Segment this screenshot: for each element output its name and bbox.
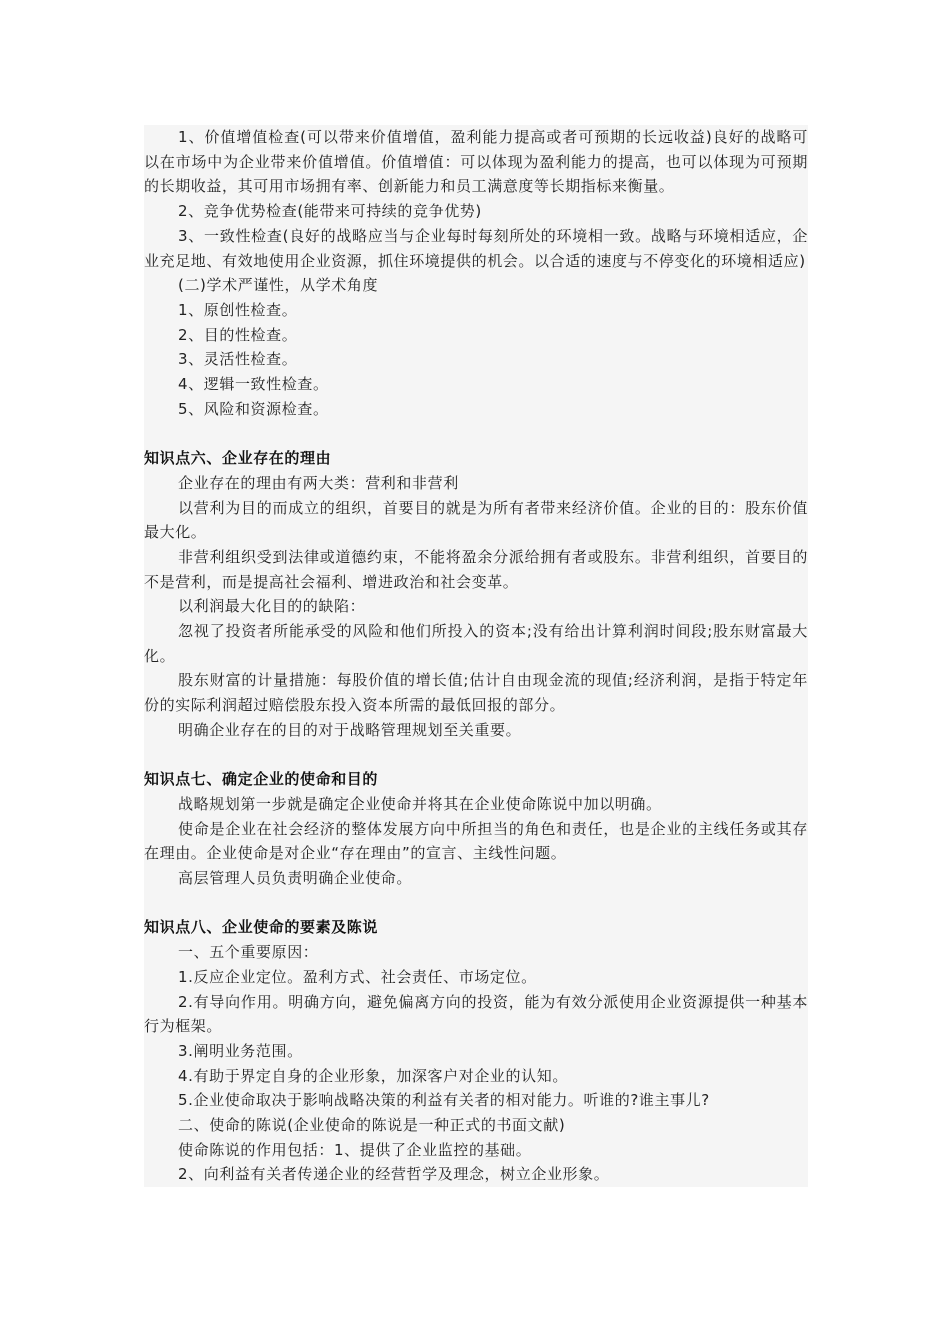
section-heading-7: 知识点七、确定企业的使命和目的: [144, 770, 379, 789]
paragraph: 二、使命的陈说(企业使命的陈说是一种正式的书面文献): [178, 1116, 566, 1135]
paragraph: 以营利为目的而成立的组织，首要目的就是为所有者带来经济价值。企业的目的：股东价值最大化。: [144, 498, 808, 542]
spacer: [144, 891, 808, 916]
paragraph: 2.有导向作用。明确方向，避免偏离方向的投资，能为有效分派使用企业资源提供一种基本行为框架。: [144, 992, 808, 1036]
paragraph: 忽视了投资者所能承受的风险和他们所投入的资本;没有给出计算利润时间段;股东财富最大化。: [144, 622, 808, 665]
paragraph: 股东财富的计量措施：每股价值的增长值;估计自由现金流的现值;经济利润，是指于特定年份的实际利润超过赔偿股东投入资本所需的最低回报的部分。: [144, 671, 808, 715]
paragraph: 战略规划第一步就是确定企业使命并将其在企业使命陈说中加以明确。: [178, 794, 662, 813]
list-item: 3、灵活性检查。: [178, 350, 298, 369]
document-body: [144, 125, 808, 1187]
list-item: 2、目的性检查。: [178, 325, 298, 344]
paragraph: 非营利组织受到法律或道德约束，不能将盈余分派给拥有者或股东。非营利组织，首要目的不是营利，而是提高社会福利、增进政治和社会变革。: [144, 547, 808, 591]
paragraph: 以利润最大化目的的缺陷：: [178, 597, 366, 616]
paragraph: 一、五个重要原因：: [178, 943, 319, 962]
paragraph: 高层管理人员负责明确企业使命。: [178, 869, 413, 888]
list-item: 1、原创性检查。: [178, 300, 298, 319]
paragraph: 使命陈说的作用包括：1、提供了企业监控的基础。: [178, 1140, 532, 1159]
paragraph: 使命是企业在社会经济的整体发展方向中所担当的角色和责任，也是企业的主线任务或其存在理由。企业使命是对企业“存在理由”的宣言、主线性问题。: [144, 819, 808, 863]
paragraph: 4.有助于界定自身的企业形象，加深客户对企业的认知。: [178, 1066, 568, 1085]
section-heading-8: 知识点八、企业使命的要素及陈说: [144, 918, 379, 937]
paragraph: 2、向利益有关者传递企业的经营哲学及理念，树立企业形象。: [178, 1165, 610, 1184]
list-item: 5、风险和资源检查。: [178, 399, 329, 418]
paragraph-value-check: 1、价值增值检查(可以带来价值增值，盈利能力提高或者可预期的长远收益)良好的战略可以在市场中为企业带来价值增值。价值增值：可以体现为盈利能力的提高，也可以体现为可预期的长期收益，其可用市场拥有率、创新能力和员工满意度等长期指标来衡量。: [144, 128, 808, 196]
paragraph-academic-rigor: (二)学术严谨性，从学术角度: [178, 276, 379, 295]
paragraph-consistency-check: 3、一致性检查(良好的战略应当与企业每时每刻所处的环境相一致。战略与环境相适应，企业充足地、有效地使用企业资源，抓住环境提供的机会。以合适的速度与不停变化的环境相适应): [144, 226, 808, 270]
paragraph: 1.反应企业定位。盈利方式、社会责任、市场定位。: [178, 967, 537, 986]
paragraph: 3.阐明业务范围。: [178, 1041, 303, 1060]
paragraph-competitive-check: 2、竞争优势检查(能带来可持续的竞争优势): [178, 202, 482, 221]
spacer: [144, 743, 808, 768]
list-item: 4、逻辑一致性检查。: [178, 375, 329, 394]
paragraph: 明确企业存在的目的对于战略管理规划至关重要。: [178, 720, 522, 739]
paragraph: 5.企业使命取决于影响战略决策的利益有关者的相对能力。听谁的?谁主事儿?: [178, 1091, 710, 1110]
paragraph: 企业存在的理由有两大类：营利和非营利: [178, 473, 459, 492]
section-heading-6: 知识点六、企业存在的理由: [144, 449, 332, 468]
spacer: [144, 421, 808, 446]
